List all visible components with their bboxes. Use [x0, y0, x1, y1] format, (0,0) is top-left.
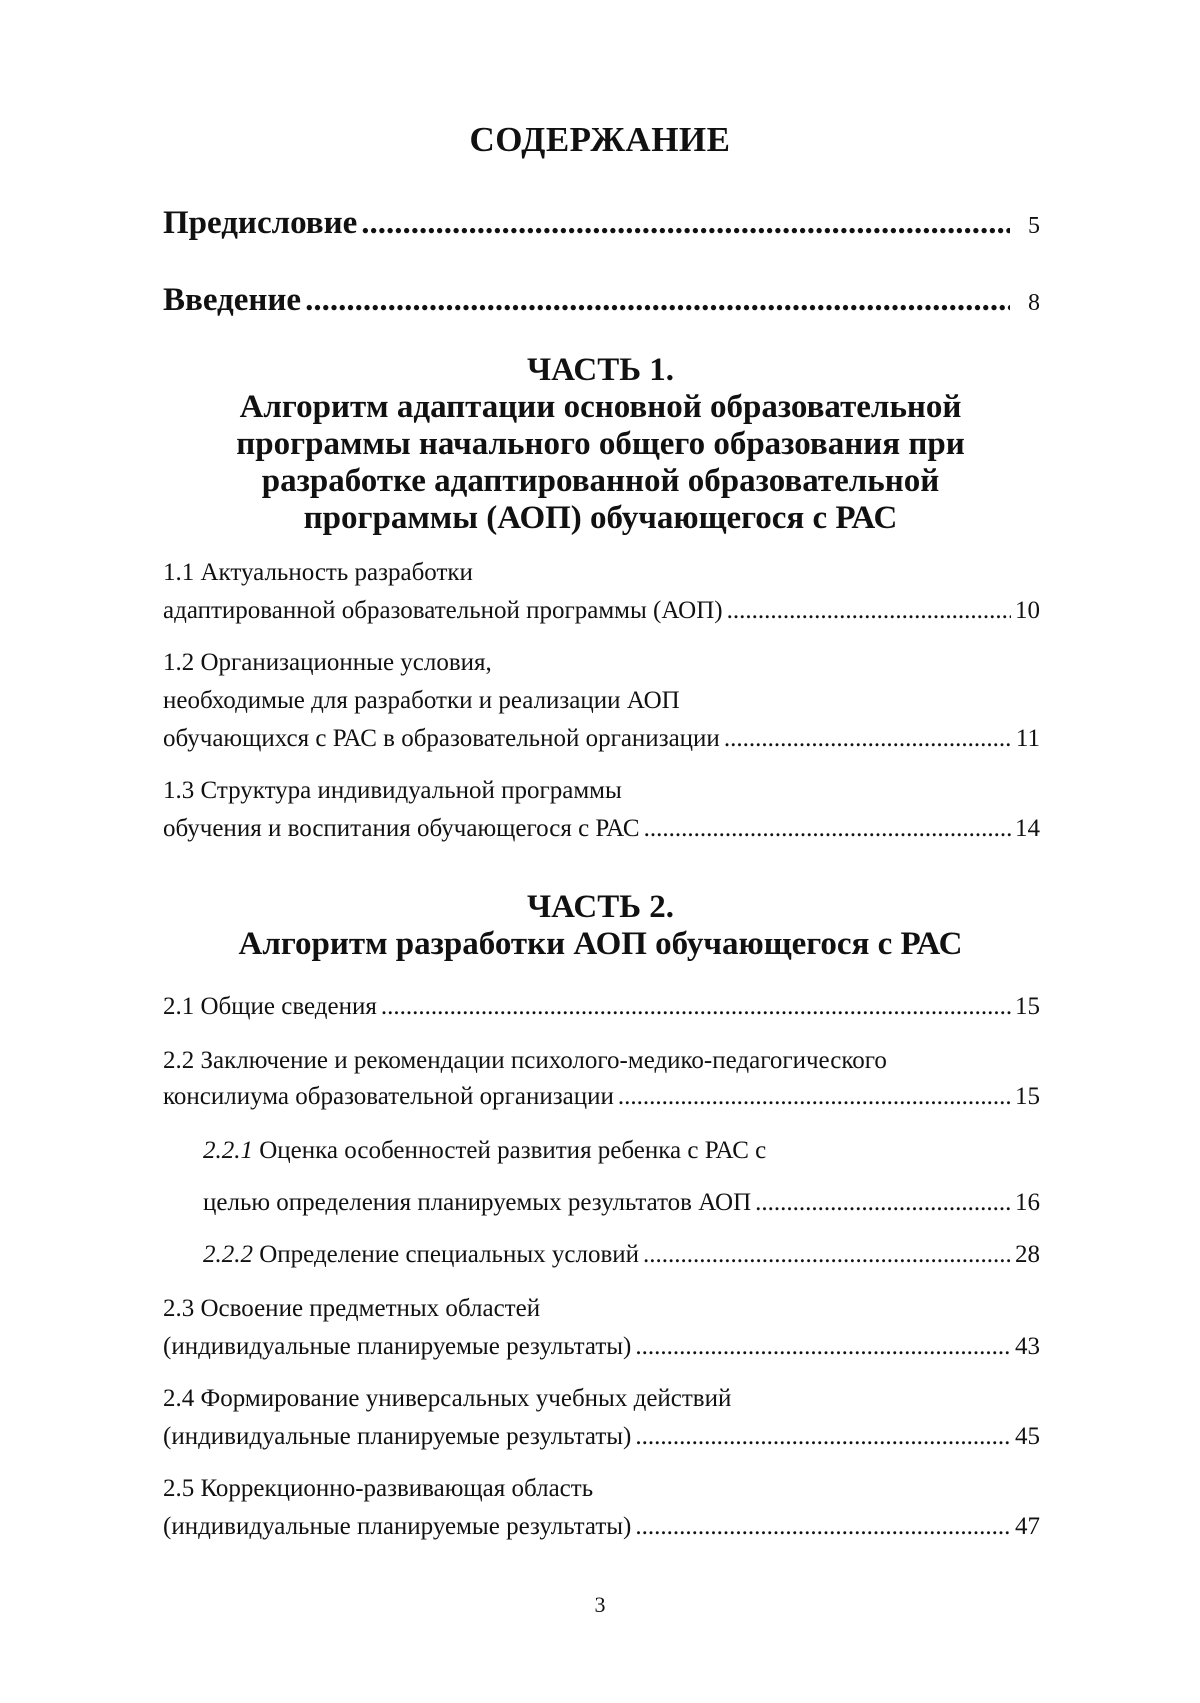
toc-page-number: 47: [1015, 1513, 1040, 1540]
toc-entry-label: Предисловие: [163, 205, 358, 241]
toc-entry-1-2[interactable]: [163, 725, 1040, 753]
leader-dots: [643, 1241, 1011, 1269]
toc-entry-2-3-line: 2.3 Освоение предметных областей: [163, 1295, 541, 1322]
toc-entry-1-1-line: 1.1 Актуальность разработки: [163, 559, 473, 586]
part1-subtitle-line: разработке адаптированной образовательной: [261, 463, 940, 499]
toc-page-number: 15: [1015, 993, 1040, 1020]
toc-entry-2-2-1-line: [203, 1137, 766, 1165]
toc-entry-1-2-line: 1.2 Организационные условия,: [163, 649, 492, 676]
leader-dots: [361, 205, 1010, 242]
leader-dots: [618, 1083, 1011, 1111]
toc-entry-1-1[interactable]: [163, 597, 1040, 625]
toc-page-number: 8: [1028, 290, 1040, 316]
toc-entry-2-5-line: 2.5 Коррекционно-развивающая область: [163, 1475, 594, 1502]
toc-entry-preface[interactable]: [163, 205, 1040, 242]
toc-page-number: 10: [1015, 597, 1040, 624]
leader-dots: [381, 993, 1011, 1021]
toc-entry-1-2-line: необходимые для разработки и реализации АОП: [163, 687, 680, 714]
toc-entry-2-2-1[interactable]: [203, 1189, 1040, 1217]
toc-entry-2-2[interactable]: [163, 1083, 1040, 1111]
leader-dots: [635, 1423, 1011, 1451]
part2-subtitle-line: Алгоритм разработки АОП обучающегося с РАС: [238, 926, 963, 962]
leader-dots: [305, 282, 1010, 319]
leader-dots: [635, 1513, 1011, 1541]
toc-page-number: 45: [1015, 1423, 1040, 1450]
toc-entry-label: обучения и воспитания обучающегося с РАС: [163, 815, 640, 842]
toc-entry-label: Введение: [163, 282, 302, 318]
toc-entry-2-4[interactable]: [163, 1423, 1040, 1451]
leader-dots: [755, 1189, 1011, 1217]
toc-entry-label: (индивидуальные планируемые результаты): [163, 1423, 632, 1450]
toc-entry-1-3-line: 1.3 Структура индивидуальной программы: [163, 777, 622, 804]
toc-entry-label: (индивидуальные планируемые результаты): [163, 1333, 632, 1360]
toc-entry-2-1[interactable]: [163, 993, 1040, 1021]
toc-page-number: 14: [1015, 815, 1040, 842]
toc-entry-label: обучающихся с РАС в образовательной организации: [163, 725, 720, 752]
toc-entry-label: [203, 1241, 639, 1269]
page-title: СОДЕРЖАНИЕ: [469, 120, 731, 159]
part1-label: ЧАСТЬ 1.: [526, 352, 675, 388]
part1-subtitle-line: Алгоритм адаптации основной образовательной: [239, 389, 962, 425]
toc-entry-label: консилиума образовательной организации: [163, 1083, 614, 1110]
toc-page-number: 28: [1015, 1241, 1040, 1268]
toc-page-number: 11: [1015, 725, 1040, 752]
toc-page-number: 15: [1015, 1083, 1040, 1110]
part2-heading: [140, 889, 1061, 963]
toc-entry-1-3[interactable]: [163, 815, 1040, 843]
part1-heading: [140, 352, 1061, 537]
part1-subtitle-line: программы начального общего образования при: [236, 426, 965, 462]
toc-entry-label: адаптированной образовательной программы (АОП): [163, 597, 723, 624]
leader-dots: [635, 1333, 1011, 1361]
toc-page-number: 16: [1015, 1189, 1040, 1216]
toc-entry-label: 2.1 Общие сведения: [163, 993, 377, 1020]
leader-dots: [644, 815, 1011, 843]
toc-entry-label: Оценка особенностей развития ребенка с РАС с: [253, 1137, 767, 1164]
toc-entry-2-2-line: 2.2 Заключение и рекомендации психолого-медико-педагогического: [163, 1047, 887, 1074]
toc-page-number: 5: [1028, 213, 1040, 239]
toc-entry-label: целью определения планируемых результатов АОП: [203, 1189, 752, 1216]
leader-dots: [727, 597, 1011, 625]
part1-subtitle-line: программы (АОП) обучающегося с РАС: [303, 500, 898, 536]
part2-label: ЧАСТЬ 2.: [526, 889, 675, 925]
toc-entry-2-3[interactable]: [163, 1333, 1040, 1361]
toc-entry-2-4-line: 2.4 Формирование универсальных учебных действий: [163, 1385, 732, 1412]
page-number: 3: [594, 1592, 606, 1617]
toc-subsection-number: 2.2.1: [203, 1137, 253, 1164]
toc-subsection-number: 2.2.2: [203, 1241, 253, 1268]
toc-entry-2-5[interactable]: [163, 1513, 1040, 1541]
toc-entry-introduction[interactable]: [163, 282, 1040, 319]
leader-dots: [724, 725, 1012, 753]
toc-entry-2-2-2[interactable]: [203, 1241, 1040, 1269]
toc-entry-text: Определение специальных условий: [253, 1241, 640, 1268]
toc-page-number: 43: [1015, 1333, 1040, 1360]
toc-entry-label: (индивидуальные планируемые результаты): [163, 1513, 632, 1540]
